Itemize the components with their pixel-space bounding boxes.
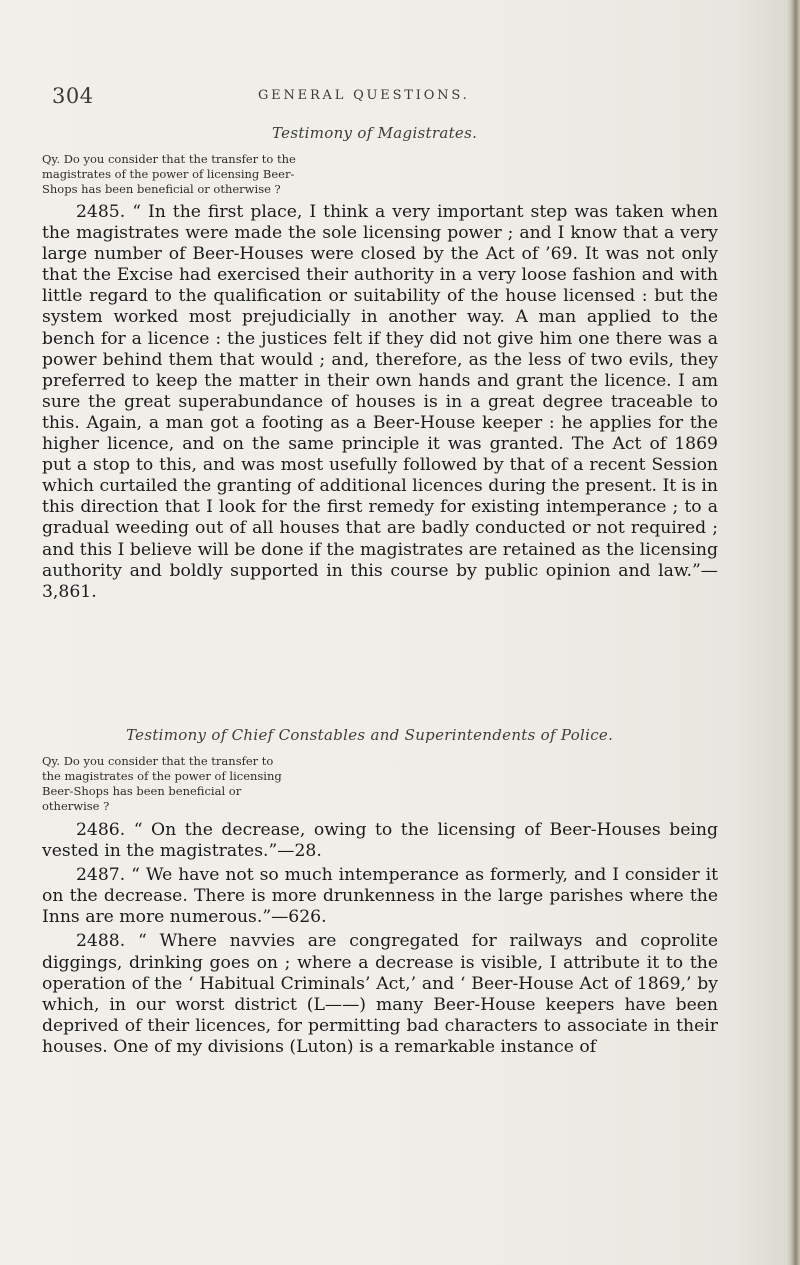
- section-heading: Testimony of Magistrates.: [272, 124, 478, 142]
- section-heading: Testimony of Chief Constables and Superintendents of Police.: [126, 726, 614, 744]
- page-number: 304: [52, 84, 94, 108]
- answer-paragraph: 2488. “ Where navvies are congregated for railways and coprolite diggings, drinking goes on ; where a decrease is visible, I attribute it to the operation of the ‘ Habitual Criminals’ Act,’ and ‘ Beer-House Act of 1869,’ by which, in our worst district (L——) many Beer-House keepers have been deprived of their licences, for permitting bad characters to associate in their houses. One of my divisions (Luton) is a remarkable instance of: [42, 931, 718, 1057]
- section-question: Qy. Do you consider that the transfer to the magistrates of the power of licensing Beer-Shops has been beneficial or otherwise ?: [42, 152, 296, 196]
- answer-paragraph: 2485. “ In the first place, I think a very important step was taken when the magistrates were made the sole licensing power ; and I know that a very large number of Beer-Houses were closed by the Act of ’69. It was not only that the Excise had exercised their authority in a very loose fashion and with little regard to the qualification or suitability of the house licensed : but the system worked most prejudicially in another way. A man applied to the bench for a licence : the justices felt if they did not give him one there was a power behind them that would ; and, therefore, as the less of two evils, they preferred to keep the matter in their own hands and grant the licence. I am sure the great superabundance of houses is in a great degree traceable to this. Again, a man got a footing as a Beer-House keeper : he applies for the higher licence, and on the same principle it was granted. The Act of 1869 put a stop to this, and was most usefully followed by that of a recent Session which curtailed the granting of additional licences during the present. It is in this direction that I look for the first remedy for existing intemperance ; to a gradual weeding out of all houses that are badly conducted or not required ; and this I believe will be done if the magistrates are retained as the licensing authority and boldly supported in this course by public opinion and law.”—3,861.: [42, 202, 718, 602]
- page-edge: [786, 0, 800, 1265]
- answer-paragraph: 2487. “ We have not so much intemperance as formerly, and I consider it on the decrease. There is more drunkenness in the large parishes where the Inns are more numerous.”—626.: [42, 865, 718, 928]
- section-magistrates: [42, 124, 718, 603]
- section-question: Qy. Do you consider that the transfer to the magistrates of the power of licensing Beer-Shops has been beneficial or otherwise ?: [42, 754, 282, 813]
- answer-paragraph: 2486. “ On the decrease, owing to the licensing of Beer-Houses being vested in the magistrates.”—28.: [42, 820, 718, 862]
- section-police: [42, 726, 718, 1058]
- running-head: GENERAL QUESTIONS.: [258, 88, 470, 103]
